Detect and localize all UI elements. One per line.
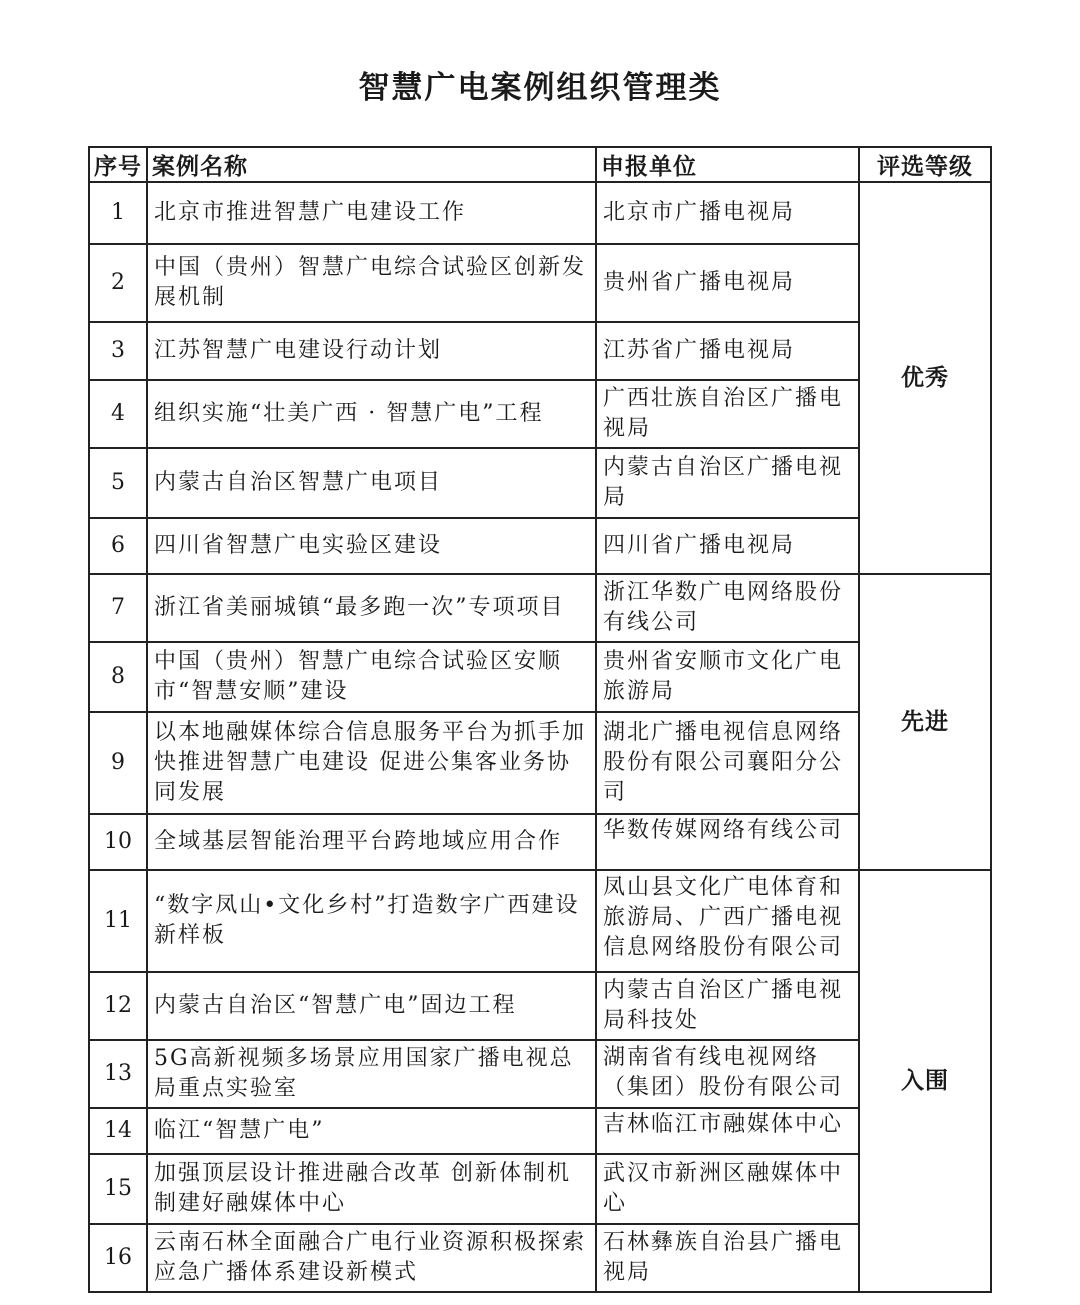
row-number: 12 <box>89 972 147 1040</box>
table-row <box>89 182 991 244</box>
applicant-unit-cell <box>596 1108 859 1154</box>
table-row <box>89 1154 991 1224</box>
case-table <box>88 146 992 1293</box>
case-name: 内蒙古自治区“智慧广电”固边工程 <box>147 972 596 1040</box>
case-name: 临江“智慧广电” <box>147 1108 596 1154</box>
header-applicant-unit: 申报单位 <box>596 147 859 182</box>
grade-shortlisted: 入围 <box>859 870 991 1292</box>
case-name: 加强顶层设计推进融合改革 创新体制机制建好融媒体中心 <box>147 1154 596 1224</box>
header-grade: 评选等级 <box>859 147 991 182</box>
applicant-unit-cell <box>596 870 859 972</box>
row-number: 13 <box>89 1040 147 1108</box>
case-name: 全域基层智能治理平台跨地域应用合作 <box>147 814 596 870</box>
case-name: 中国（贵州）智慧广电综合试验区创新发展机制 <box>147 244 596 322</box>
case-name: 云南石林全面融合广电行业资源积极探索应急广播体系建设新模式 <box>147 1224 596 1292</box>
row-number: 5 <box>89 448 147 518</box>
applicant-unit: 凤山县文化广电体育和旅游局、广西广播电视信息网络股份有限公司 <box>603 875 844 960</box>
row-number: 7 <box>89 574 147 642</box>
table-row <box>89 380 991 448</box>
case-name: 四川省智慧广电实验区建设 <box>147 518 596 574</box>
case-name: 组织实施“壮美广西 · 智慧广电”工程 <box>147 380 596 448</box>
table-row <box>89 972 991 1040</box>
table-row <box>89 642 991 712</box>
applicant-unit: 吉林临江市融媒体中心 <box>603 1112 844 1137</box>
applicant-unit: 内蒙古自治区广播电视局 <box>596 448 859 518</box>
applicant-unit: 武汉市新洲区融媒体中心 <box>596 1154 859 1224</box>
applicant-unit: 华数传媒网络有线公司 <box>603 818 844 843</box>
applicant-unit: 北京市广播电视局 <box>596 182 859 244</box>
table-row <box>89 448 991 518</box>
applicant-unit: 浙江华数广电网络股份有线公司 <box>596 574 859 642</box>
row-number: 2 <box>89 244 147 322</box>
row-number: 11 <box>89 870 147 972</box>
table-row <box>89 1108 991 1154</box>
applicant-unit: 湖南省有线电视网络（集团）股份有限公司 <box>603 1045 844 1100</box>
row-number: 15 <box>89 1154 147 1224</box>
applicant-unit: 石林彝族自治县广播电视局 <box>596 1224 859 1292</box>
row-number: 4 <box>89 380 147 448</box>
row-number: 10 <box>89 814 147 870</box>
header-index: 序号 <box>89 147 147 182</box>
case-name: 浙江省美丽城镇“最多跑一次”专项项目 <box>147 574 596 642</box>
applicant-unit: 贵州省广播电视局 <box>596 244 859 322</box>
page-title: 智慧广电案例组织管理类 <box>358 70 722 106</box>
header-case-name: 案例名称 <box>147 147 596 182</box>
applicant-unit: 四川省广播电视局 <box>596 518 859 574</box>
case-name: “数字凤山•文化乡村”打造数字广西建设新样板 <box>147 870 596 972</box>
applicant-unit-cell <box>596 814 859 870</box>
case-name: 江苏智慧广电建设行动计划 <box>147 322 596 380</box>
row-number: 6 <box>89 518 147 574</box>
case-name: 北京市推进智慧广电建设工作 <box>147 182 596 244</box>
table-row <box>89 814 991 870</box>
applicant-unit: 广西壮族自治区广播电视局 <box>596 380 859 448</box>
table-row <box>89 712 991 814</box>
applicant-unit: 湖北广播电视信息网络股份有限公司襄阳分公司 <box>596 712 859 814</box>
applicant-unit-cell <box>596 1040 859 1108</box>
table-row <box>89 574 991 642</box>
table-row <box>89 870 991 972</box>
table-header-row <box>89 147 991 182</box>
case-name: 内蒙古自治区智慧广电项目 <box>147 448 596 518</box>
row-number: 8 <box>89 642 147 712</box>
row-number: 3 <box>89 322 147 380</box>
case-name: 5G高新视频多场景应用国家广播电视总局重点实验室 <box>147 1040 596 1108</box>
row-number: 16 <box>89 1224 147 1292</box>
case-name: 以本地融媒体综合信息服务平台为抓手加快推进智慧广电建设 促进公集客业务协同发展 <box>147 712 596 814</box>
table-row <box>89 244 991 322</box>
grade-excellent: 优秀 <box>859 182 991 574</box>
applicant-unit: 内蒙古自治区广播电视局科技处 <box>596 972 859 1040</box>
table-row <box>89 322 991 380</box>
row-number: 14 <box>89 1108 147 1154</box>
table-row <box>89 1040 991 1108</box>
row-number: 1 <box>89 182 147 244</box>
table-row <box>89 518 991 574</box>
case-name: 中国（贵州）智慧广电综合试验区安顺市“智慧安顺”建设 <box>147 642 596 712</box>
applicant-unit: 江苏省广播电视局 <box>596 322 859 380</box>
table-row <box>89 1224 991 1292</box>
grade-advanced: 先进 <box>859 574 991 870</box>
row-number: 9 <box>89 712 147 814</box>
applicant-unit: 贵州省安顺市文化广电旅游局 <box>596 642 859 712</box>
